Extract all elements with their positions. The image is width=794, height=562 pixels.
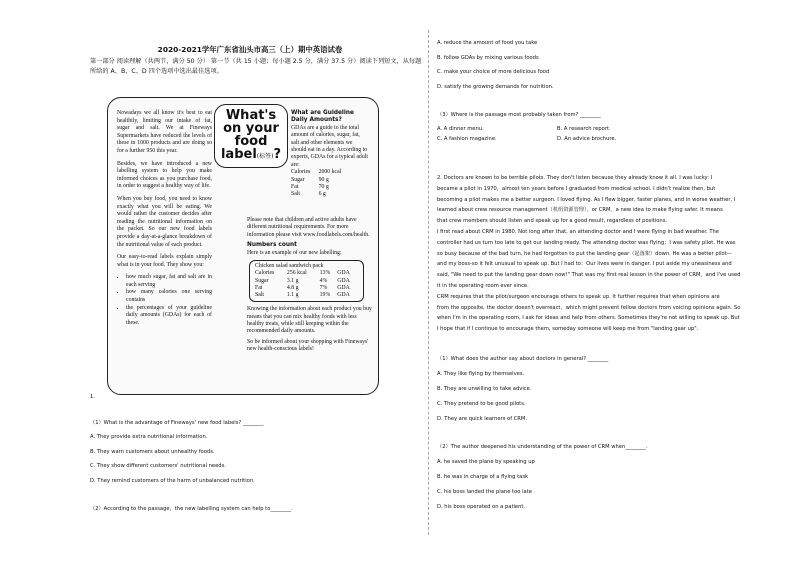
numbers-heading: Numbers count bbox=[247, 242, 297, 249]
cell: GDA bbox=[337, 284, 350, 291]
option[interactable]: C. They show different customers' nutritional needs. bbox=[90, 463, 226, 469]
option[interactable]: D. They are quick learners of CRM. bbox=[437, 416, 528, 422]
passage-line: becoming a pilot makes me a better surgeon. I loved flying. As I flew bigger, faster planes, and in worse weather, I bbox=[437, 196, 736, 203]
gda-value: 6 g bbox=[318, 191, 326, 198]
passage-line: from the opposite, the doctor doesn't overreact，which might prevent fellow doctors from voicing opinions again. So bbox=[437, 304, 741, 311]
table-row bbox=[255, 292, 358, 299]
cell: Salt bbox=[255, 292, 265, 299]
cell: 4% bbox=[319, 277, 328, 284]
passage-line: said, "We need to put the landing gear down now!" That was my first real lesson in the power of CRM，and I've used bbox=[437, 272, 741, 279]
gda-value: 90 g bbox=[318, 176, 329, 183]
question-2: （2）According to the passage，the new labelling system can help to________. bbox=[90, 506, 293, 512]
gda-value: 70 g bbox=[318, 184, 329, 191]
cell: 256 kcal bbox=[286, 270, 307, 277]
option[interactable]: B. A research report. bbox=[557, 126, 611, 132]
cell: GDA bbox=[337, 292, 350, 299]
cell: Fat bbox=[255, 284, 263, 291]
question-number: 1. bbox=[90, 394, 95, 400]
cell: Sugar bbox=[255, 277, 269, 284]
cell: 13% bbox=[319, 270, 331, 277]
logo-line: food bbox=[234, 134, 268, 149]
passage-line: CRM requires that the pilot/surgeon encourage others to speak up. It further requires that when opinions are bbox=[437, 293, 720, 300]
sample-label bbox=[249, 260, 364, 302]
passage-line: so busy because of the bad turn, he had forgotten to put the landing gear（起落架）down. He was a better pilot— bbox=[437, 250, 732, 257]
passage-line: when I'm in the operating room, I ask for ideas and help from others. Sometimes they're not willing to speak up. But bbox=[437, 315, 740, 322]
logo-cn: (标签) bbox=[256, 153, 274, 160]
passage-line: that crew members should listen and speak up for a good result, regardless of positions. bbox=[437, 218, 668, 225]
logo-line: on your bbox=[223, 121, 279, 136]
page-title: 2020-2021学年广东省汕头市高三（上）期中英语试卷 bbox=[157, 45, 343, 54]
passage-line: I first read about CRM in 1980. Not long after that, an attending doctor and I were flying in bad weather. The bbox=[437, 228, 719, 235]
option[interactable]: D. satisfy the growing demands for nutrition. bbox=[437, 84, 554, 90]
bullet-item: • how many calories one serving contains bbox=[126, 289, 212, 304]
gda-value: 2000 kcal bbox=[318, 169, 342, 176]
option[interactable]: C. A fashion magazine. bbox=[437, 136, 497, 142]
cell: Calories bbox=[255, 270, 275, 277]
closing-text: So be informed about your shopping with Fineways' new health-conscious labels! bbox=[247, 338, 369, 353]
option[interactable]: B. They are unwilling to take advice. bbox=[437, 386, 532, 392]
option[interactable]: B. he was in charge of a flying task bbox=[437, 474, 529, 480]
passage-2-question-2: （2）The author deepened his understanding of the power of CRM when________. bbox=[437, 444, 648, 450]
gda-text: GDAs are a guide to the total amount of calories, sugar, fat, salt and other elements we should eat in a day. According to experts, GDAs for a typical adult are: bbox=[291, 124, 368, 168]
intro-paragraph: When you buy food, you need to know exactly what you will be eating. We would rather the customer decides after reading the nutritional information on the packet. So our new food labels provide a day-at-a-glance breakdown of the nutritional value of each product. bbox=[117, 195, 212, 248]
table-row bbox=[255, 278, 358, 285]
passage-line: it in the operating room ever since. bbox=[437, 282, 529, 289]
passage-2-question-1: （1）What does the author say about doctors in general? ________ bbox=[437, 356, 609, 362]
knowing-text: Knowing the information about each product you buy means that you can mix healthy foods with less healthy treats, while still keeping within the recommended daily amounts. bbox=[247, 306, 372, 335]
passage-2 bbox=[437, 173, 772, 335]
option[interactable]: A. he saved the plane by speaking up bbox=[437, 459, 535, 465]
table-row bbox=[291, 191, 351, 198]
cell: 4.8 g bbox=[286, 284, 299, 291]
table-row bbox=[291, 169, 351, 176]
passage-line: learned about crew resource management（机组资源管理），or CRM，a new idea to make flying safer. It means bbox=[437, 207, 723, 214]
question-1: （1）What is the advantage of Fineways' new food labels? ________ bbox=[90, 420, 264, 426]
option[interactable]: A. They like flying by themselves. bbox=[437, 371, 525, 377]
passage-line: 2. Doctors are known to be terrible pilots. They don't listen because they already know it all. I was lucky: I bbox=[437, 175, 713, 181]
option[interactable]: A. A dinner menu. bbox=[437, 126, 484, 132]
cell: 3.1 g bbox=[286, 277, 299, 284]
option[interactable]: C. his boss landed the plane too late bbox=[437, 489, 532, 495]
gda-heading: What are Guideline Daily Amounts? bbox=[291, 110, 354, 124]
option[interactable]: B. They warn customers about unhealthy foods. bbox=[90, 449, 215, 455]
sample-label-title: Chicken salad sandwich pack bbox=[255, 263, 324, 270]
bullet-item: • the percentages of your guideline daily amounts (GDAs) for each of these. bbox=[126, 305, 212, 328]
option[interactable]: C. make your choice of more delicious food bbox=[437, 69, 550, 75]
option[interactable]: D. his boss operated on a patient. bbox=[437, 504, 526, 510]
gda-name: Sugar bbox=[291, 176, 305, 183]
passage-line: and my boss-so it felt unusual to speak up. But I had to：Our lives were in danger. I put aside my uneasiness and bbox=[437, 261, 732, 268]
passage-line: I hope that if I continue to encourage them, someday someone will keep me from "landing gear up". bbox=[437, 326, 699, 333]
label-bullets bbox=[117, 274, 212, 327]
question-3: （3）Where is the passage most probably taken from? ________ bbox=[437, 112, 601, 118]
food-label-logo bbox=[214, 104, 288, 168]
gda-column bbox=[291, 110, 369, 199]
section-instructions: 第一部分 阅读理解（共两节，满分 50 分） 第一节（共 15 小题；每小题 2.5 分，满分 37.5 分）阅读下列短文，从每题所给的 A、B、C、D 四个选项中选出最佳选项。 bbox=[90, 58, 422, 75]
table-row bbox=[255, 270, 358, 277]
table-row bbox=[291, 184, 351, 191]
option[interactable]: A. reduce the amount of food you take bbox=[437, 40, 538, 46]
gda-table bbox=[291, 169, 351, 199]
cell: 19% bbox=[319, 292, 331, 299]
cell: GDA bbox=[337, 277, 350, 284]
table-row bbox=[291, 177, 351, 184]
gda-name: Salt bbox=[291, 191, 301, 198]
passage-line: controller had us turn too late to get our landing ready. The attending doctor was flying；I was safety pilot. He was bbox=[437, 239, 736, 246]
intro-paragraph: Our easy-to-read labels explain simply what is in your food. They show you: bbox=[117, 254, 212, 268]
passage-line: became a pilot in 1970，almost ten years before I graduated from medical school. I didn't realize then, but bbox=[437, 185, 716, 192]
example-text: Here is an example of our new labelling: bbox=[247, 249, 342, 256]
cell: 1.1 g bbox=[286, 292, 299, 299]
option[interactable]: D. They remind customers of the harm of unbalanced nutrition. bbox=[90, 478, 255, 484]
gda-name: Calories bbox=[291, 169, 311, 176]
poster-intro-column bbox=[117, 110, 212, 327]
numbers-column bbox=[247, 217, 374, 357]
intro-paragraph: Nowadays we all know it's best to eat healthily, limiting our intake of fat, sugar and salt. We at Fineways Supermarkets have reduced the levels of these in 1000 products and are doing so for a further 950 this year. bbox=[117, 110, 212, 154]
option[interactable]: C. They pretend to be good pilots. bbox=[437, 401, 526, 407]
note-text: Please note that children and active adults have different nutritional requirements. For more information please visit www.foodlabels.com/health. bbox=[247, 217, 370, 238]
column-divider bbox=[428, 30, 429, 535]
table-row bbox=[255, 285, 358, 292]
gda-name: Fat bbox=[291, 184, 299, 191]
option[interactable]: B. follow GDAs by mixing various foods bbox=[437, 55, 539, 61]
sample-label-table bbox=[255, 270, 358, 299]
logo-line: label bbox=[220, 147, 257, 162]
cell: GDA bbox=[337, 270, 350, 277]
bullet-item: • how much sugar, fat and salt are in each serving bbox=[126, 274, 212, 289]
logo-question-mark: ? bbox=[273, 147, 282, 162]
intro-paragraph: Besides, we have introduced a new labelling system to help you make informed choices as you purchase food, in order to suggest a healthy way of life. bbox=[117, 160, 212, 190]
logo-line: What's bbox=[225, 108, 277, 123]
option[interactable]: A. They provide extra nutritional information. bbox=[90, 434, 208, 440]
option[interactable]: D. An advice brochure. bbox=[557, 136, 617, 142]
cell: 7% bbox=[319, 284, 328, 291]
